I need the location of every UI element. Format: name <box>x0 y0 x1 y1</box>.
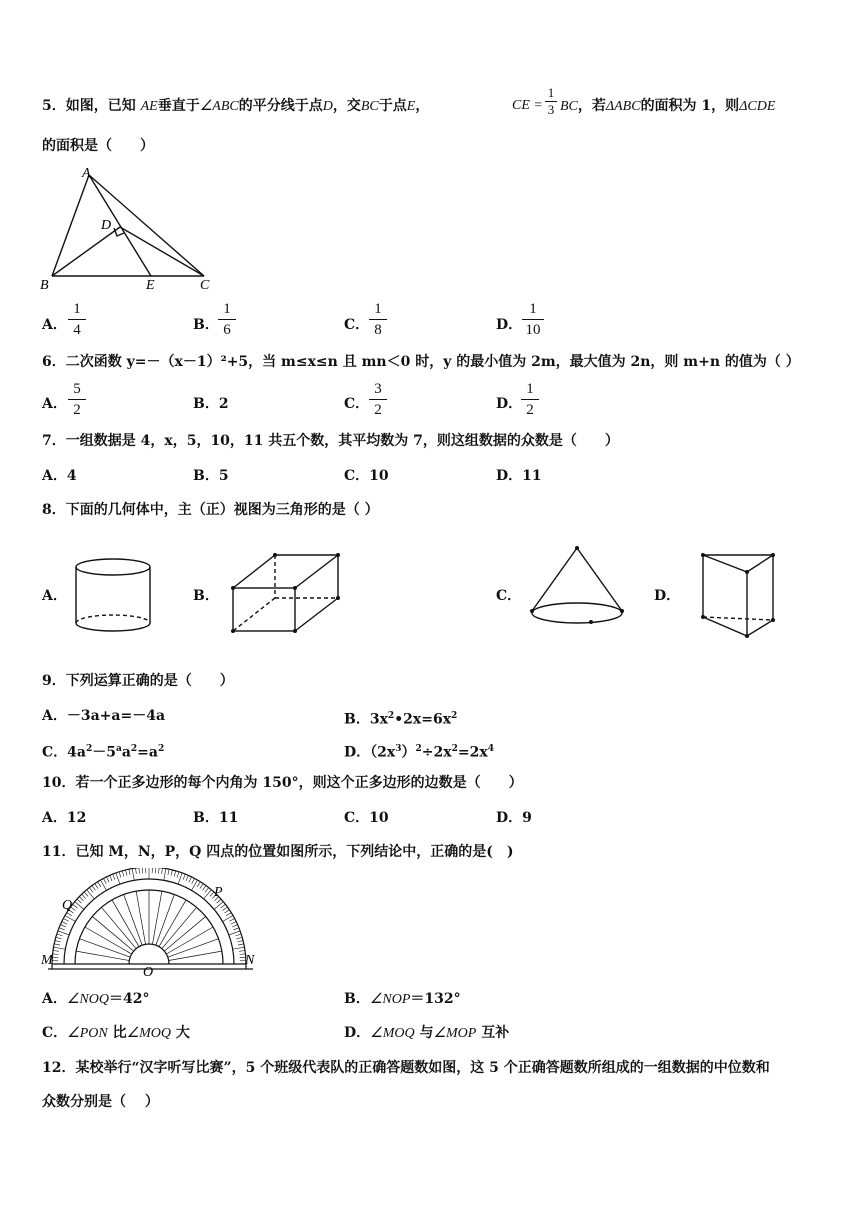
q5-option-c-frac: 1 8 <box>369 300 387 339</box>
q7-option-b[interactable]: B．5 <box>193 468 229 484</box>
q8-stem: 8．下面的几何体中，主（正）视图为三角形的是（ ） <box>42 502 379 518</box>
q5-ce-lhs: CE = <box>512 98 543 113</box>
q5-option-a-label[interactable]: A． <box>42 317 67 333</box>
label-B: B <box>40 278 49 293</box>
q6-option-d-label[interactable]: D． <box>496 396 523 412</box>
q5-stem: 5．如图，已知 AE垂直于∠ABC的平分线于点D，交BC于点E， <box>42 98 430 114</box>
cone-shape <box>525 543 630 628</box>
q11-stem: 11．已知 M，N，P，Q 四点的位置如图所示，下列结论中，正确的是( ) <box>42 844 514 860</box>
label-M: M <box>41 953 53 968</box>
q6-option-c-frac: 3 2 <box>369 380 387 419</box>
q11-option-d[interactable]: D．∠MOQ 与∠MOP 互补 <box>344 1025 510 1041</box>
q5-option-d-frac: 1 10 <box>522 300 544 339</box>
label-A: A <box>82 166 91 181</box>
q5-stem-line2: 的面积是（ ） <box>42 138 154 154</box>
q10-option-c[interactable]: C．10 <box>344 810 389 826</box>
label-Q: Q <box>62 898 73 913</box>
label-N: N <box>245 953 255 968</box>
label-D: D <box>101 218 112 233</box>
q6-option-c-label[interactable]: C． <box>344 396 370 412</box>
q11-option-b[interactable]: B．∠NOP＝132° <box>344 991 461 1007</box>
q6-option-a-label[interactable]: A． <box>42 396 67 412</box>
q5-triangle-figure <box>38 165 218 295</box>
q12-stem-line1: 12．某校举行“汉字听写比赛”，5 个班级代表队的正确答题数如图，这 5 个正确答题数所组成的一组数据的中位数和 <box>42 1060 770 1076</box>
q9-stem: 9．下列运算正确的是（ ） <box>42 673 234 689</box>
label-O: O <box>143 965 154 978</box>
q5-option-d-label[interactable]: D． <box>496 317 523 333</box>
q9-option-a[interactable]: A．－3a+a=－4a <box>42 708 166 724</box>
q10-option-b[interactable]: B．11 <box>193 810 239 826</box>
q9-option-c[interactable]: C．$4a^2-5^aa^2=a^2$ <box>42 744 165 761</box>
q7-stem: 7．一组数据是 4，x，5，10，11 共五个数，其平均数为 7，则这组数据的众数是（ ） <box>42 433 619 449</box>
q8-option-c[interactable]: C． <box>496 588 522 604</box>
cuboid-shape <box>228 550 348 635</box>
q6-stem: 6．二次函数 y=－（x－1）²+5，当 m≤x≤n 且 mn＜0 时，y 的最小值为 2m，最大值为 2n，则 m+n 的值为（ ） <box>42 354 800 370</box>
q11-option-c[interactable]: C．∠PON 比∠MOQ 大 <box>42 1025 190 1041</box>
q8-option-b[interactable]: B． <box>193 588 219 604</box>
triangular-prism-shape <box>697 550 782 645</box>
label-C: C <box>200 278 210 293</box>
q5-option-c-label[interactable]: C． <box>344 317 370 333</box>
q11-option-a[interactable]: A．∠NOQ＝42° <box>42 991 150 1007</box>
q5-ce-fraction: 1 3 <box>545 86 557 117</box>
q10-stem: 10．若一个正多边形的每个内角为 150°，则这个正多边形的边数是（ ） <box>42 775 523 791</box>
q6-option-a-frac: 5 2 <box>68 380 86 419</box>
q5-option-a-frac: 1 4 <box>68 300 86 339</box>
q5-option-b-frac: 1 6 <box>218 300 236 339</box>
q10-option-d[interactable]: D．9 <box>496 810 532 826</box>
label-P: P <box>214 885 223 900</box>
protractor-figure <box>38 868 263 978</box>
q8-option-a[interactable]: A． <box>42 588 67 604</box>
label-E: E <box>146 278 155 293</box>
q12-stem-line2: 众数分别是（ ） <box>42 1094 159 1110</box>
q5-option-b-label[interactable]: B． <box>193 317 219 333</box>
q7-option-c[interactable]: C．10 <box>344 468 389 484</box>
q7-option-a[interactable]: A．4 <box>42 468 77 484</box>
q7-option-d[interactable]: D．11 <box>496 468 542 484</box>
q8-option-d[interactable]: D． <box>654 588 681 604</box>
q6-option-b[interactable]: B．2 <box>193 396 229 412</box>
q5-stem-tail: BC，若ΔABC的面积为 1，则ΔCDE <box>560 98 776 114</box>
q9-option-b[interactable]: B．$3x^2•2x=6x^2$ <box>344 711 458 728</box>
q6-option-d-frac: 1 2 <box>521 380 539 419</box>
cylinder-shape <box>70 555 160 640</box>
q9-option-d[interactable]: D．$(2x^3)^2\div 2x^2=2x^4$ <box>344 744 494 761</box>
q10-option-a[interactable]: A．12 <box>42 810 87 826</box>
